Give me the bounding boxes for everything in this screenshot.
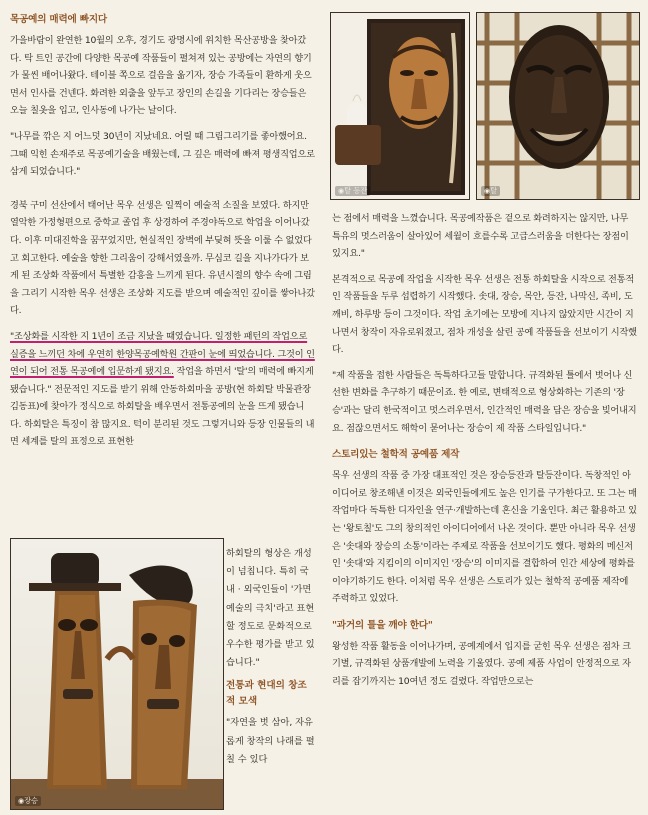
photo-caption: ◉ 장승 [15,796,41,806]
highlighted-text: "조상화를 시작한 지 1년이 조금 지났을 때였습니다. 일정한 패턴의 작업으로 실증을 느끼던 차에 우연히 한양목공예학원 간판이 눈에 띄었습니다. 그것이 인연이 되어 전통 목공예에 입문하게 됐지요. [10,330,315,378]
mask-image [477,13,639,199]
quote-paragraph: "제 작품을 접한 사람들은 독특하다고들 말합니다. 규격화된 틀에서 벗어나 신선한 변화를 추구하기 때문이죠. 한 예로, 변태적으로 형상화하는 기존의 '장승'과는 달리 한국적이고 멋스러우면서, 인간적인 매력을 담은 장승을 빚어내지요. 점잖으면서도 해학이 묻어나는 장승이 제 작품 스타일입니다." [332,369,637,434]
paragraph: 본격적으로 목공예 작업을 시작한 목우 선생은 전통 하회탈을 시작으로 전통적인 작품들을 두루 섭렵하기 시작했다. 솟대, 장승, 목안, 등잔, 나막신, 족비, 도깨비, 하루방 등이 그것이다. 작업 초기에는 모방에 지나지 않았지만 시간이 지나면서 창작이 자유로워졌고, 점차 개성을 살린 공예 작품들을 선보이기 시작했다. [332,273,637,356]
section-heading: 목공예의 매력에 빠지다 [10,14,107,25]
photo-caption: ◉ 탈 등잔 [335,186,370,196]
right-column [332,210,638,699]
section-heading: "과거의 틀을 깨야 한다" [332,619,433,631]
mask-lamp-photo [330,12,470,200]
paragraph: 경북 구미 선산에서 태어난 목우 선생은 일찍이 예술적 소질을 보였다. 하지만 열악한 가정형편으로 중학교 졸업 후 상경하여 주경야독으로 학업을 이어나갔다. 이후 미대진학을 꿈꾸었지만, 현실적인 장벽에 부딪혀 뜻을 이룰 수 없었다고 회고한다. 예술을 향한 그리움이 강해서였을까. 무심코 길을 지나가다가 보게 된 조상화 작품에서 특별한 감흥을 느끼게 된다. 유년시절의 향수 속에 그림을 그리기 시작한 목우 선생은 조상화 지도를 받으며 예술적인 깊이를 쌓아나갔다. [10,199,315,317]
wrapped-text-column [226,545,315,775]
jangseung-photo [10,538,224,810]
mask-lamp-image [331,13,469,199]
paragraph-text: 작업을 하면서 '탈'의 매력에 빠지게 됐습니다." 전문적인 지도를 받기 위해 안동하회마을 공방(현 하회탈 박물관장 김동표)에 찾아가 정식으로 하회탈을 배우면서 전통공예의 눈을 뜨게 됐습니다. 하회탈은 특징이 참 많지요. 턱이 분리된 것도 그렇거니와 등장 인물들의 내면 세계를 탈의 표정으로 표현한 [10,366,315,448]
paragraph: 목우 선생의 작품 중 가장 대표적인 것은 장승등잔과 탈등잔이다. 독창적인 아이디어로 창조해낸 이것은 외국인들에게도 높은 인기를 구가한다고. 또 그는 매 작업마다 독특한 디자인을 연구·개발하는데 혼신을 기울인다. 최근 활용하고 있는 '왕토칠'도 그의 창의적인 아이디어에서 나온 것이다. 뿐만 아니라 목우 선생은 '솟대와 장승의 소통'이라는 주제로 작품을 선보이기도 했다. 평화의 메신저인 '솟대'와 지킴이의 이미지인 '장승'의 이미지를 결합하여 인간 세상에 평화를 이야기하기도 한다. 이처럼 목우 선생은 스토리가 있는 철학적 공예품 제작에 주력하고 있었다. [332,470,637,605]
quote-paragraph: "나무를 깎은 지 어느덧 30년이 지났네요. 어릴 때 그림그리기를 좋아했어요. 그때 익힌 손재주로 목공예기술을 배웠는데, 그 깊은 매력에 빠져 평생직업으로 삼게 되었습니다." [10,130,315,178]
paragraph: 가을바람이 완연한 10월의 오후, 경기도 광명시에 위치한 목산공방을 찾아갔다. 탁 트인 공간에 다양한 목공예 작품들이 펼쳐져 있는 공방에는 자연의 향기가 물씬 배어나왔다. 테이블 쪽으로 걸음을 옮기자, 장승 가족들이 환하게 웃으면서 인사를 건넨다. 화려한 외출을 앞두고 장인의 손길을 기다리는 장승들은 오늘 칠옷을 입고, 인사동에 나가는 날이다. [10,35,312,117]
jangseung-image [11,539,223,809]
paragraph: 는 점에서 매력을 느꼈습니다. 목공예작품은 겉으로 화려하지는 않지만, 나무 특유의 멋스러움이 살아있어 세월이 흐를수록 고급스러움을 더한다는 장점이 있지요." [332,213,629,260]
mask-photo [476,12,640,200]
paragraph: 왕성한 작품 활동을 이어나가며, 공예계에서 입지를 굳힌 목우 선생은 점차 크기별, 규격화된 상품개발에 노력을 기울였다. 공예 제품 사업이 안정적으로 자리를 잡기까지는 10여년 정도 걸렸다. 작업만으로는 [332,640,631,688]
photo-caption: ◉ 탈 [481,186,500,196]
sub-heading: 전통과 현대의 창조적 모색 [226,680,307,708]
paragraph: 하회탈의 형상은 개성이 넘칩니다. 특히 국내 · 외국인들이 '가면예술의 극치'라고 표현할 정도로 문화적으로 우수한 평가를 받고 있습니다." [226,548,315,669]
section-heading: 스토리있는 철학적 공예품 제작 [332,449,460,461]
left-column [10,12,315,459]
quote-paragraph [10,328,315,451]
quote-paragraph: "자연을 벗 삼아, 자유롭게 창작의 나래를 펼칠 수 있다 [226,717,315,765]
